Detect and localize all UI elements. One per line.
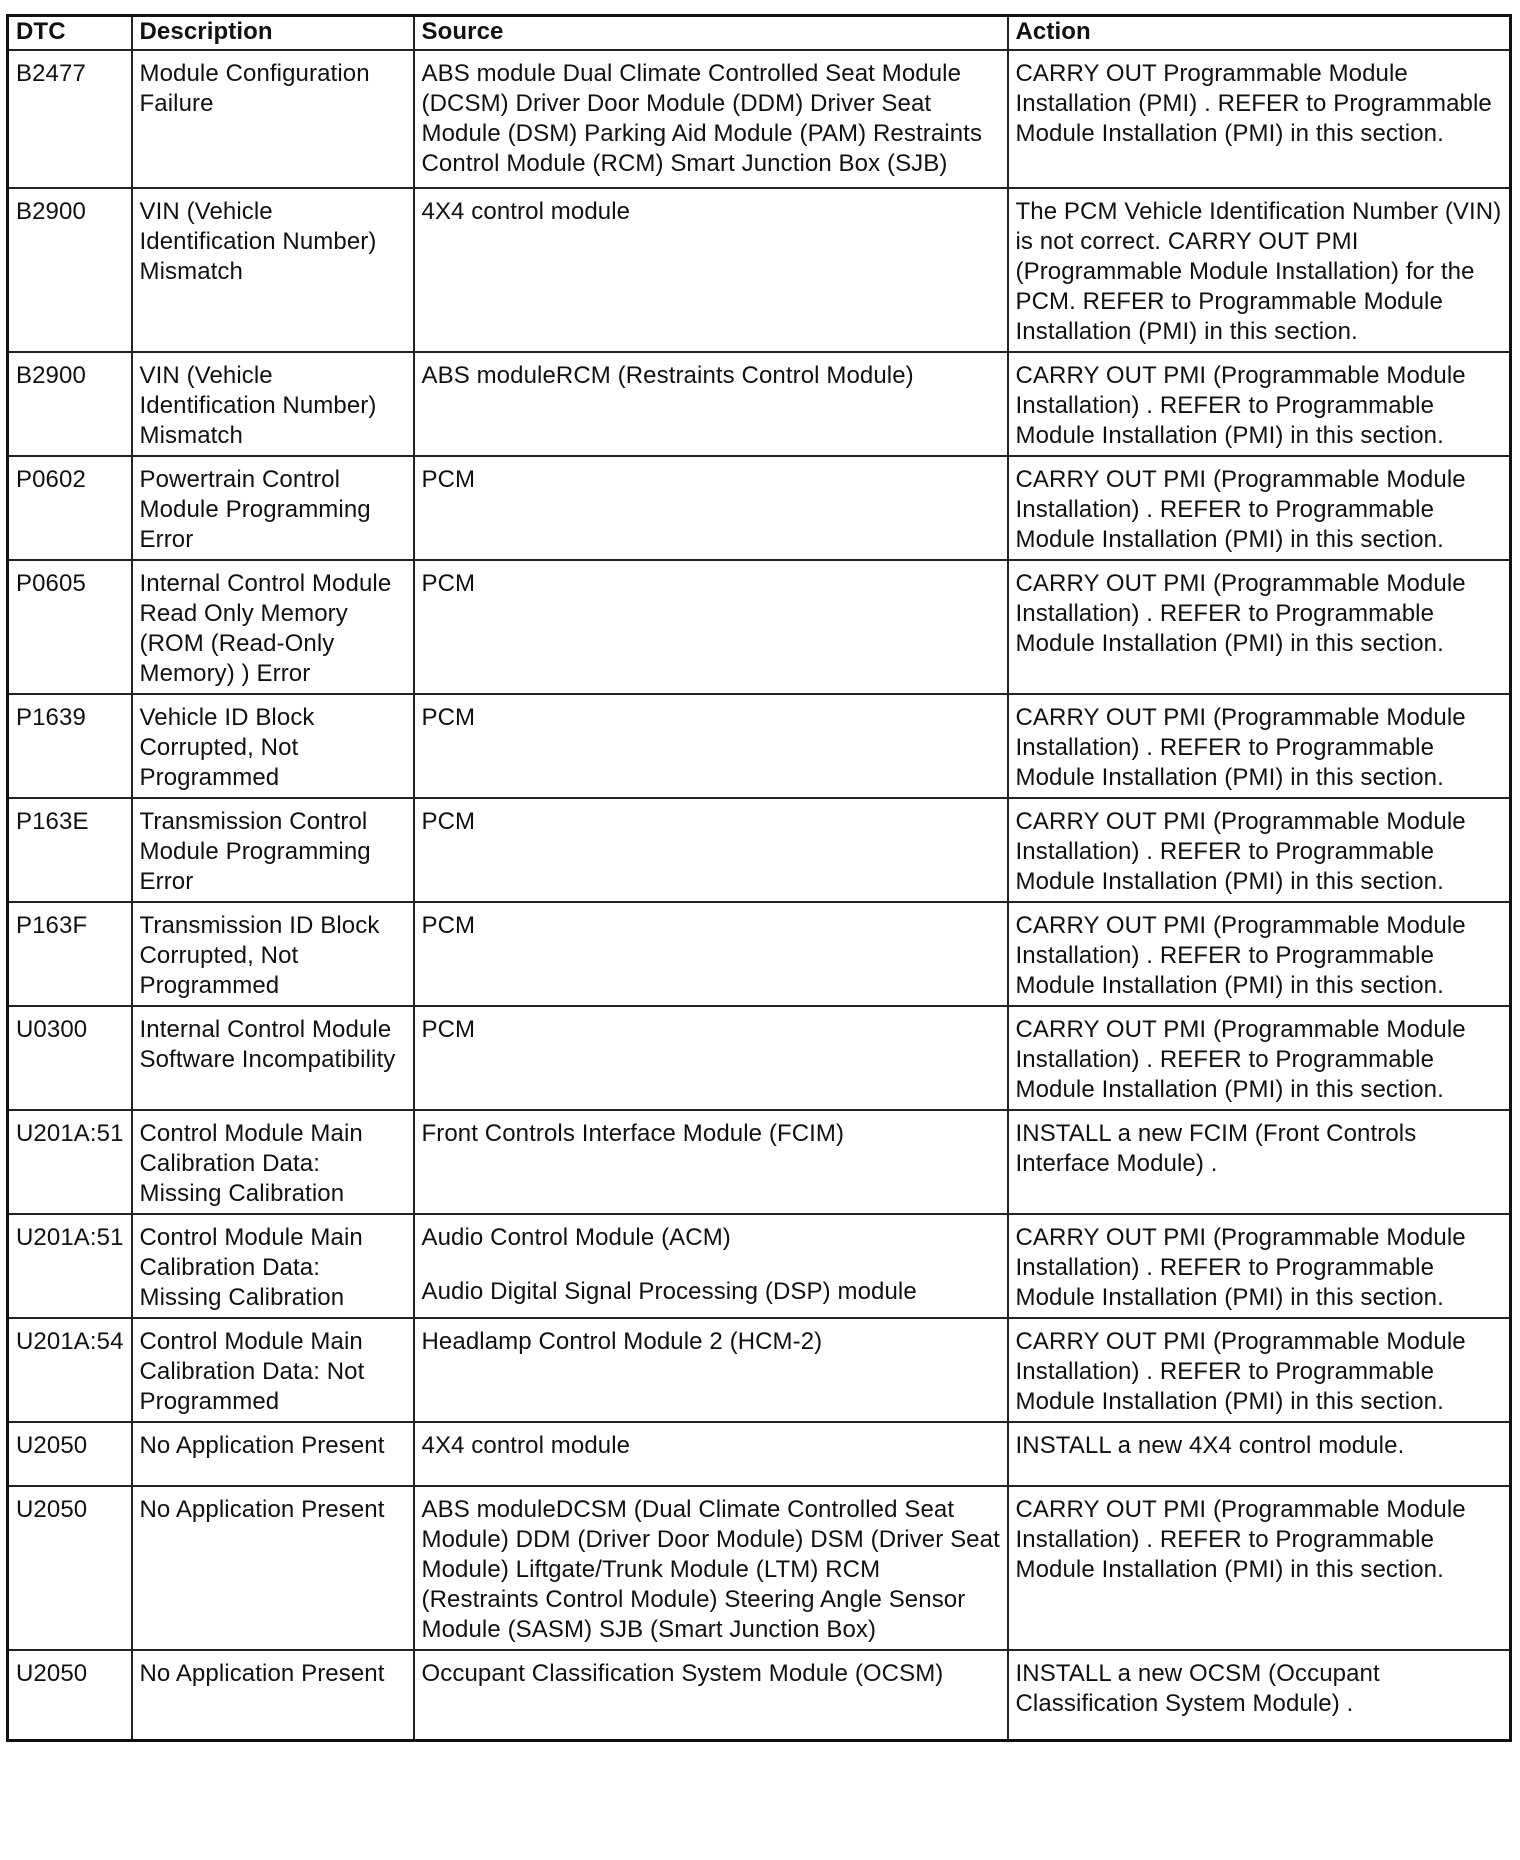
- source-line: PCM: [421, 466, 476, 493]
- cell-description: Control Module Main Calibration Data: Missing Calibration: [132, 1110, 414, 1214]
- cell-action: CARRY OUT PMI (Programmable Module Installation) . REFER to Programmable Module Installation (PMI) in this section.: [1008, 798, 1511, 902]
- source-line: PCM: [421, 1016, 476, 1043]
- source-line: 4X4 control module: [421, 1432, 631, 1459]
- cell-source: [414, 1006, 1008, 1110]
- cell-source: [414, 1110, 1008, 1214]
- source-line: PCM: [421, 808, 476, 835]
- cell-dtc: P163E: [8, 798, 132, 902]
- cell-source: [414, 1214, 1008, 1318]
- table-row: [8, 1214, 1511, 1318]
- cell-action: The PCM Vehicle Identification Number (VIN) is not correct. CARRY OUT PMI (Programmable Module Installation) for the PCM. REFER to Programmable Module Installation (PMI) in this section.: [1008, 188, 1511, 352]
- source-line: Front Controls Interface Module (FCIM): [421, 1120, 845, 1147]
- cell-action: CARRY OUT PMI (Programmable Module Installation) . REFER to Programmable Module Installation (PMI) in this section.: [1008, 902, 1511, 1006]
- cell-dtc: P0602: [8, 456, 132, 560]
- cell-description: Module Configuration Failure: [132, 50, 414, 188]
- cell-dtc: U0300: [8, 1006, 132, 1110]
- cell-dtc: U201A:54: [8, 1318, 132, 1422]
- cell-dtc: B2900: [8, 352, 132, 456]
- source-line: Occupant Classification System Module (OCSM): [421, 1660, 944, 1687]
- source-line: Headlamp Control Module 2 (HCM-2): [421, 1328, 823, 1355]
- cell-description: VIN (Vehicle Identification Number) Mismatch: [132, 188, 414, 352]
- cell-dtc: U2050: [8, 1650, 132, 1740]
- cell-description: Internal Control Module Read Only Memory (ROM (Read-Only Memory) ) Error: [132, 560, 414, 694]
- cell-action: INSTALL a new FCIM (Front Controls Interface Module) .: [1008, 1110, 1511, 1214]
- cell-source: [414, 1318, 1008, 1422]
- cell-description: Transmission Control Module Programming Error: [132, 798, 414, 902]
- source-line: PCM: [421, 570, 476, 597]
- source-line: Audio Digital Signal Processing (DSP) module: [421, 1278, 917, 1305]
- cell-source: [414, 1486, 1008, 1650]
- cell-action: CARRY OUT PMI (Programmable Module Installation) . REFER to Programmable Module Installation (PMI) in this section.: [1008, 456, 1511, 560]
- cell-action: INSTALL a new 4X4 control module.: [1008, 1422, 1511, 1486]
- cell-source: [414, 352, 1008, 456]
- source-line: 4X4 control module: [421, 198, 631, 225]
- cell-action: CARRY OUT PMI (Programmable Module Installation) . REFER to Programmable Module Installation (PMI) in this section.: [1008, 1006, 1511, 1110]
- cell-description: No Application Present: [132, 1650, 414, 1740]
- cell-source: [414, 694, 1008, 798]
- cell-description: No Application Present: [132, 1422, 414, 1486]
- cell-source: [414, 1422, 1008, 1486]
- cell-source: [414, 188, 1008, 352]
- cell-description: Powertrain Control Module Programming Error: [132, 456, 414, 560]
- source-line: PCM: [421, 704, 476, 731]
- table-row: [8, 456, 1511, 560]
- table-row: [8, 1422, 1511, 1486]
- cell-source: [414, 798, 1008, 902]
- cell-description: Vehicle ID Block Corrupted, Not Programmed: [132, 694, 414, 798]
- cell-action: CARRY OUT Programmable Module Installation (PMI) . REFER to Programmable Module Installation (PMI) in this section.: [1008, 50, 1511, 188]
- source-line: PCM: [421, 912, 476, 939]
- header-row: [8, 16, 1511, 51]
- source-line: ABS module Dual Climate Controlled Seat Module (DCSM) Driver Door Module (DDM) Driver Seat Module (DSM) Parking Aid Module (PAM) Restraints Control Module (RCM) Smart Junction Box (SJB): [421, 60, 983, 177]
- header-dtc: DTC: [8, 16, 132, 51]
- table-row: [8, 694, 1511, 798]
- cell-dtc: P0605: [8, 560, 132, 694]
- table-row: [8, 560, 1511, 694]
- table-row: [8, 188, 1511, 352]
- cell-action: INSTALL a new OCSM (Occupant Classification System Module) .: [1008, 1650, 1511, 1740]
- cell-action: CARRY OUT PMI (Programmable Module Installation) . REFER to Programmable Module Installation (PMI) in this section.: [1008, 1486, 1511, 1650]
- cell-dtc: U201A:51: [8, 1110, 132, 1214]
- source-line: ABS moduleRCM (Restraints Control Module): [421, 362, 914, 389]
- cell-dtc: P1639: [8, 694, 132, 798]
- table-row: [8, 798, 1511, 902]
- cell-source: [414, 560, 1008, 694]
- cell-source: [414, 1650, 1008, 1740]
- cell-dtc: U2050: [8, 1486, 132, 1650]
- table-row: [8, 50, 1511, 188]
- cell-source: [414, 902, 1008, 1006]
- cell-source: [414, 456, 1008, 560]
- cell-dtc: P163F: [8, 902, 132, 1006]
- cell-description: Transmission ID Block Corrupted, Not Programmed: [132, 902, 414, 1006]
- cell-action: CARRY OUT PMI (Programmable Module Installation) . REFER to Programmable Module Installation (PMI) in this section.: [1008, 1318, 1511, 1422]
- table-row: [8, 902, 1511, 1006]
- cell-description: Internal Control Module Software Incompatibility: [132, 1006, 414, 1110]
- cell-description: Control Module Main Calibration Data: Missing Calibration: [132, 1214, 414, 1318]
- cell-source: [414, 50, 1008, 188]
- table-row: [8, 1486, 1511, 1650]
- cell-dtc: B2900: [8, 188, 132, 352]
- cell-dtc: U201A:51: [8, 1214, 132, 1318]
- cell-dtc: B2477: [8, 50, 132, 188]
- header-description: Description: [132, 16, 414, 51]
- table-body: [8, 50, 1511, 1740]
- table-row: [8, 352, 1511, 456]
- cell-description: Control Module Main Calibration Data: Not Programmed: [132, 1318, 414, 1422]
- source-line: ABS moduleDCSM (Dual Climate Controlled Seat Module) DDM (Driver Door Module) DSM (Driver Seat Module) Liftgate/Trunk Module (LTM) RCM (Restraints Control Module) Steering Angle Sensor Module (SASM) SJB (Smart Junction Box): [421, 1496, 1000, 1643]
- cell-action: CARRY OUT PMI (Programmable Module Installation) . REFER to Programmable Module Installation (PMI) in this section.: [1008, 694, 1511, 798]
- cell-dtc: U2050: [8, 1422, 132, 1486]
- cell-action: CARRY OUT PMI (Programmable Module Installation) . REFER to Programmable Module Installation (PMI) in this section.: [1008, 1214, 1511, 1318]
- cell-action: CARRY OUT PMI (Programmable Module Installation) . REFER to Programmable Module Installation (PMI) in this section.: [1008, 560, 1511, 694]
- cell-action: CARRY OUT PMI (Programmable Module Installation) . REFER to Programmable Module Installation (PMI) in this section.: [1008, 352, 1511, 456]
- cell-description: No Application Present: [132, 1486, 414, 1650]
- source-line: Audio Control Module (ACM): [421, 1224, 731, 1251]
- table-row: [8, 1650, 1511, 1740]
- table-row: [8, 1110, 1511, 1214]
- header-action: Action: [1008, 16, 1511, 51]
- table-row: [8, 1006, 1511, 1110]
- table-header: [8, 16, 1511, 51]
- dtc-table: [6, 14, 1512, 1742]
- cell-description: VIN (Vehicle Identification Number) Mismatch: [132, 352, 414, 456]
- header-source: Source: [414, 16, 1008, 51]
- table-row: [8, 1318, 1511, 1422]
